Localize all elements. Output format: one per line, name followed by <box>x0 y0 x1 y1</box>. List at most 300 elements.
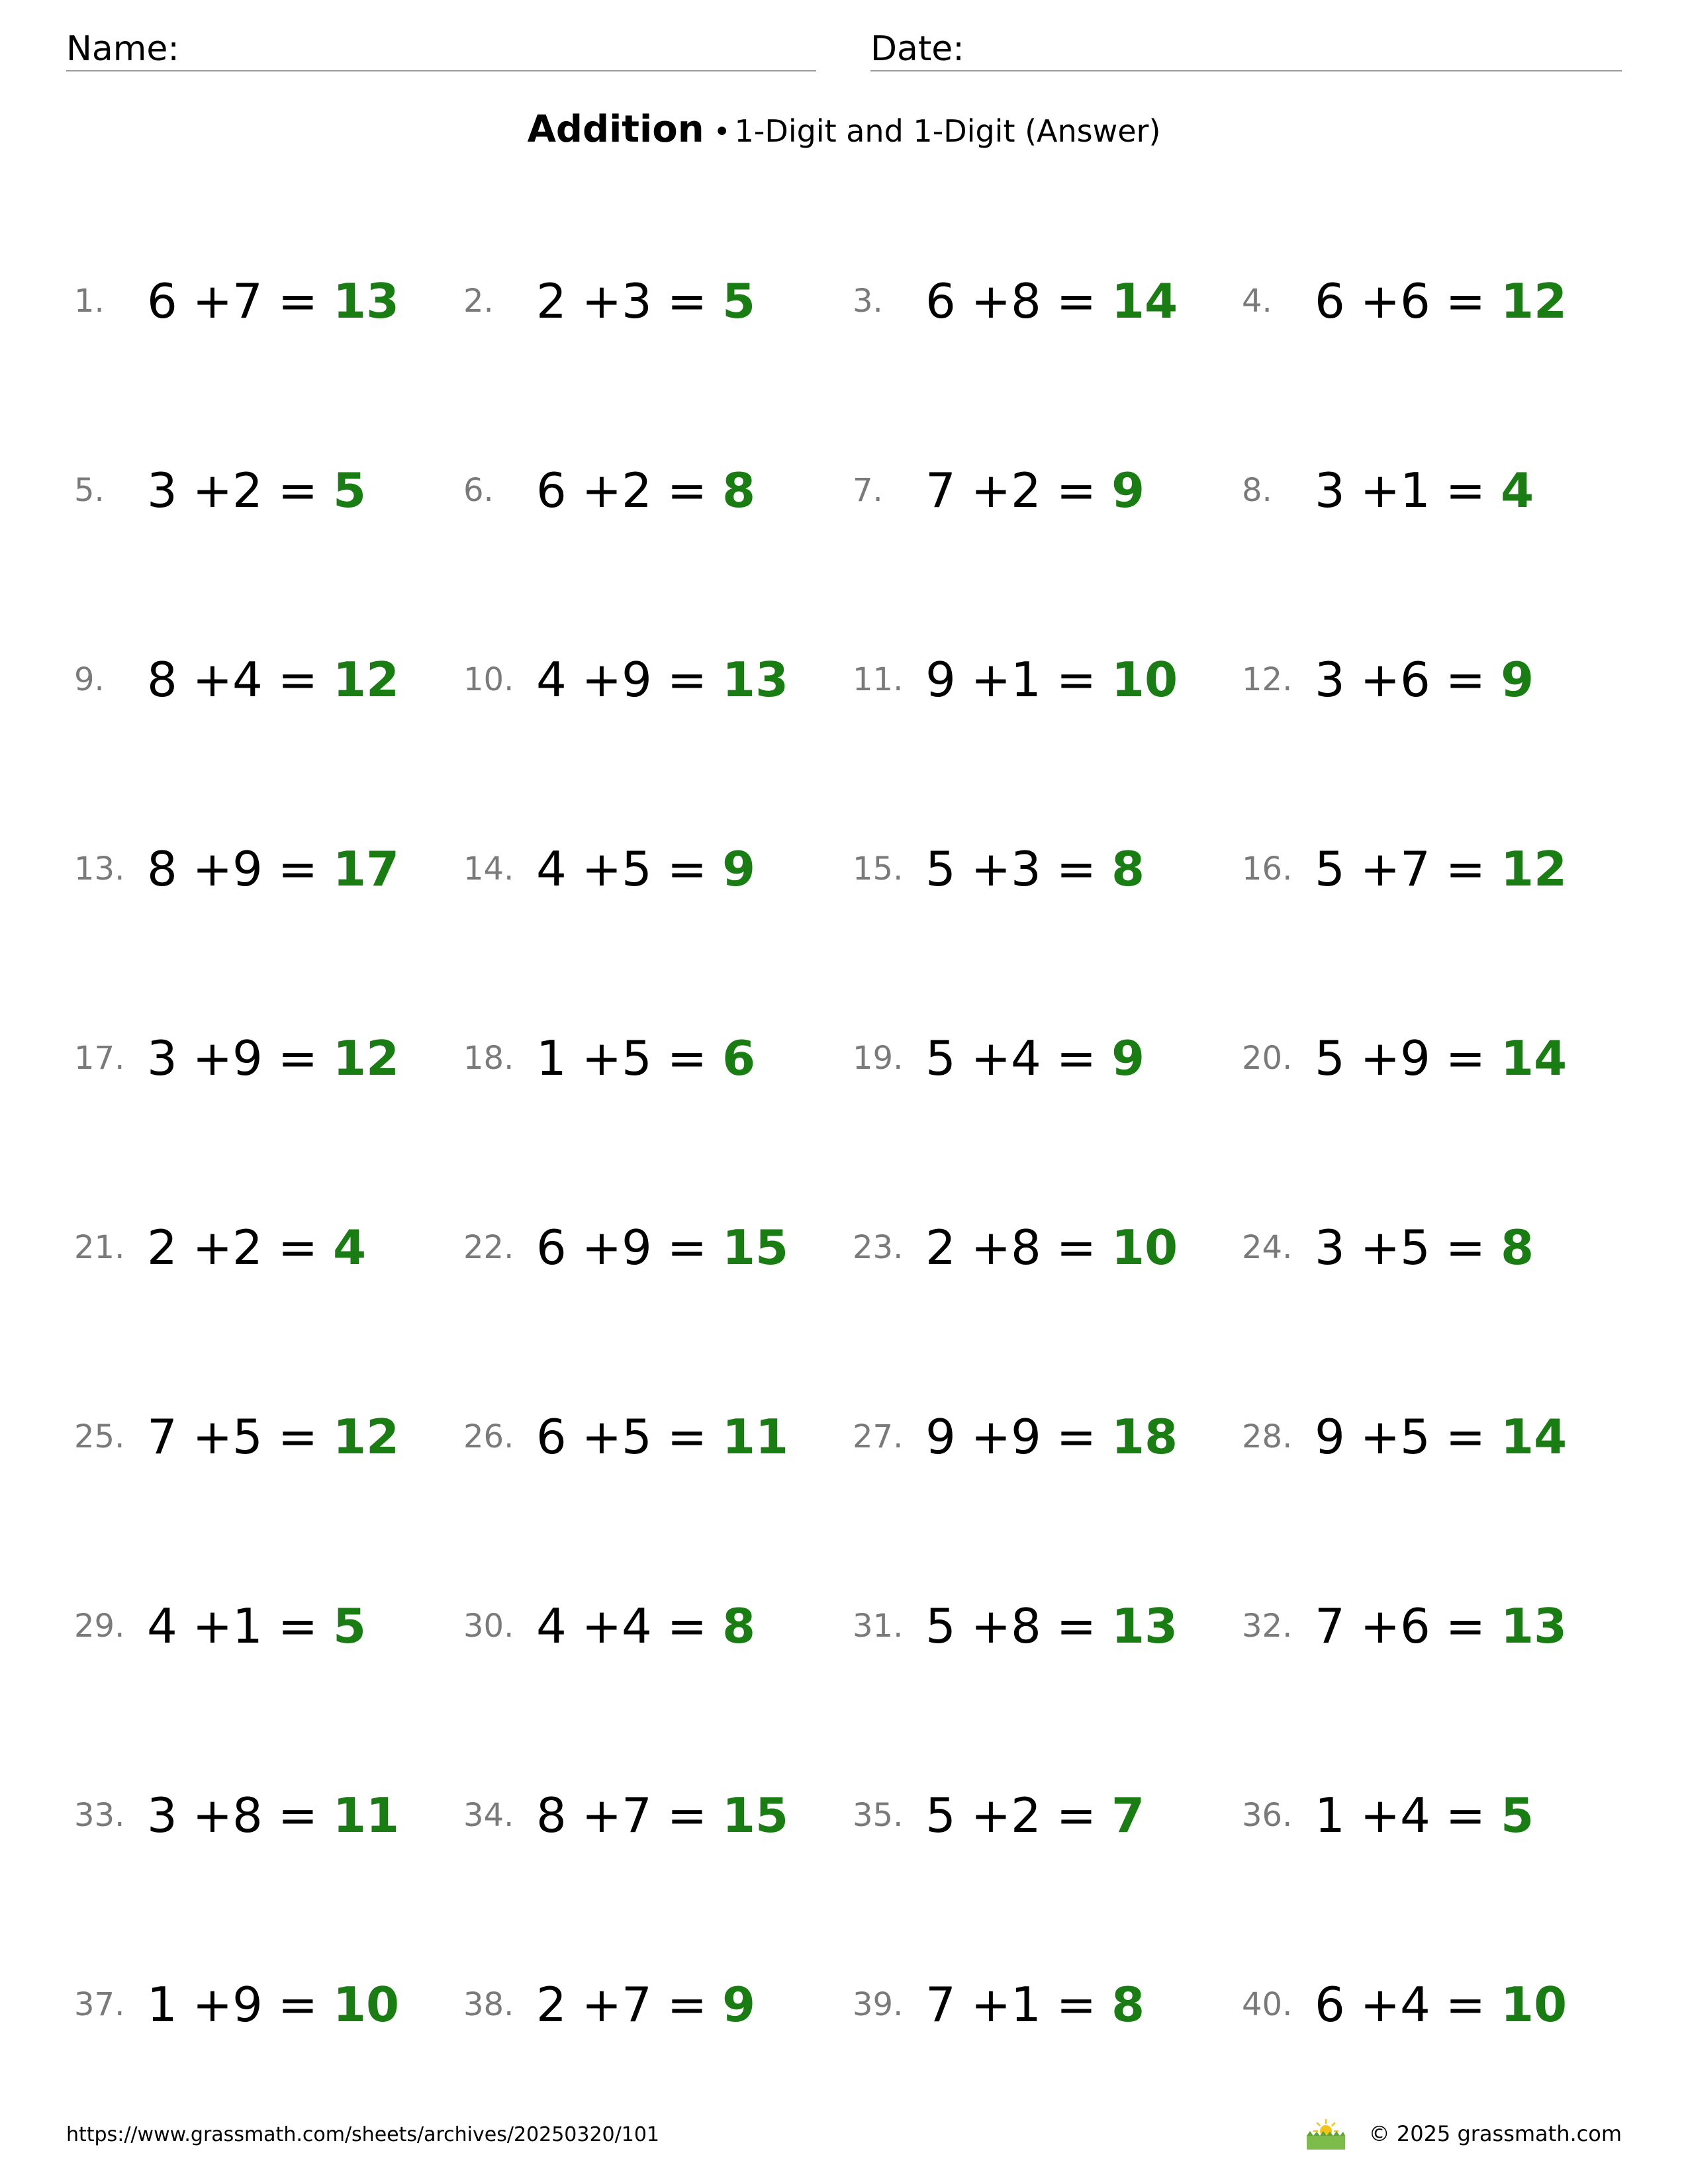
addend-a: 3 <box>1315 1220 1345 1275</box>
addend-a: 6 <box>536 1409 567 1465</box>
equals-sign: = <box>651 1788 722 1843</box>
addend-a: 3 <box>1315 652 1345 707</box>
answer: 13 <box>1111 1598 1178 1654</box>
equals-sign: = <box>651 1409 722 1465</box>
addend-b: 5 <box>622 841 652 897</box>
title-separator: • <box>713 115 731 149</box>
answer: 15 <box>722 1788 789 1843</box>
answer: 10 <box>1500 1977 1568 2032</box>
plus-sign: + <box>177 273 233 329</box>
problem-number: 11. <box>853 661 904 698</box>
problem-number: 15. <box>853 850 904 887</box>
problem-item <box>853 796 1242 985</box>
addend-a: 5 <box>1315 1030 1345 1086</box>
problem-number: 23. <box>853 1229 904 1266</box>
answer: 10 <box>1111 652 1178 707</box>
problem-item <box>74 1742 463 1931</box>
addend-b: 7 <box>622 1788 652 1843</box>
problem-item <box>853 1931 1242 2120</box>
addend-a: 3 <box>147 1030 177 1086</box>
problem-number: 8. <box>1242 472 1272 509</box>
plus-sign: + <box>177 463 233 518</box>
problem-expression <box>1315 461 1534 520</box>
plus-sign: + <box>955 273 1011 329</box>
plus-sign: + <box>955 1030 1011 1086</box>
equals-sign: = <box>262 1409 333 1465</box>
equals-sign: = <box>1430 1598 1501 1654</box>
addend-a: 3 <box>1315 463 1345 518</box>
problem-expression <box>1315 1218 1534 1277</box>
problem-expression <box>147 1975 399 2034</box>
plus-sign: + <box>955 652 1011 707</box>
answer: 8 <box>1111 841 1145 897</box>
problem-number: 13. <box>74 850 125 887</box>
equals-sign: = <box>1430 1788 1501 1843</box>
problem-number: 31. <box>853 1608 904 1645</box>
problem-expression <box>925 461 1145 520</box>
problem-expression <box>925 839 1145 899</box>
problem-number: 18. <box>463 1040 514 1077</box>
addend-a: 7 <box>925 463 956 518</box>
equals-sign: = <box>651 1977 722 2032</box>
addend-b: 1 <box>1011 1977 1041 2032</box>
addend-a: 6 <box>536 463 567 518</box>
problem-number: 3. <box>853 283 883 320</box>
addend-b: 9 <box>232 1030 263 1086</box>
equals-sign: = <box>1041 1598 1111 1654</box>
problem-expression <box>536 1786 788 1845</box>
answer: 15 <box>722 1220 789 1275</box>
answer: 14 <box>1500 1409 1568 1465</box>
plus-sign: + <box>955 1788 1011 1843</box>
plus-sign: + <box>1344 1788 1401 1843</box>
problem-item <box>74 796 463 985</box>
addend-b: 7 <box>232 273 263 329</box>
problem-number: 29. <box>74 1608 125 1645</box>
problem-expression <box>925 1218 1178 1277</box>
problem-item <box>853 1174 1242 1363</box>
problem-number: 40. <box>1242 1986 1293 2023</box>
problem-item <box>74 606 463 796</box>
problem-expression <box>536 650 788 709</box>
addend-b: 2 <box>232 1220 263 1275</box>
problem-expression <box>536 271 755 331</box>
footer-url[interactable]: https://www.grassmath.com/sheets/archives/20250320/101 <box>66 2123 660 2146</box>
addend-b: 8 <box>1011 1598 1041 1654</box>
answer: 12 <box>1500 841 1568 897</box>
answer: 10 <box>332 1977 400 2032</box>
addend-a: 6 <box>147 273 177 329</box>
answer: 8 <box>722 1598 756 1654</box>
answer: 9 <box>1111 1030 1145 1086</box>
addend-a: 2 <box>147 1220 177 1275</box>
problem-expression <box>1315 1596 1567 1656</box>
sun-over-grass-icon <box>1304 2118 1348 2150</box>
plus-sign: + <box>177 841 233 897</box>
addend-b: 6 <box>1400 273 1430 329</box>
addend-a: 2 <box>536 1977 567 2032</box>
addend-b: 8 <box>232 1788 263 1843</box>
problem-number: 37. <box>74 1986 125 2023</box>
equals-sign: = <box>262 273 333 329</box>
footer-copyright: © 2025 grassmath.com <box>1368 2121 1622 2146</box>
problem-item <box>74 1553 463 1742</box>
answer: 12 <box>332 652 400 707</box>
plus-sign: + <box>1344 1598 1401 1654</box>
addend-b: 9 <box>232 841 263 897</box>
problem-expression <box>1315 650 1534 709</box>
problem-item <box>74 228 463 417</box>
addend-b: 4 <box>1011 1030 1041 1086</box>
addend-b: 5 <box>1400 1409 1430 1465</box>
problem-expression <box>147 1218 366 1277</box>
answer: 14 <box>1500 1030 1568 1086</box>
problem-number: 39. <box>853 1986 904 2023</box>
problem-item <box>74 1931 463 2120</box>
problem-item <box>853 1363 1242 1553</box>
addend-a: 5 <box>925 1598 956 1654</box>
problem-expression <box>1315 839 1567 899</box>
plus-sign: + <box>1344 652 1401 707</box>
addend-a: 6 <box>1315 1977 1345 2032</box>
equals-sign: = <box>1430 1030 1501 1086</box>
problem-item <box>853 985 1242 1174</box>
equals-sign: = <box>1430 1220 1501 1275</box>
plus-sign: + <box>177 1598 233 1654</box>
problem-expression <box>536 461 755 520</box>
problem-item <box>463 1363 853 1553</box>
plus-sign: + <box>177 1220 233 1275</box>
title-main: Addition <box>527 108 704 151</box>
plus-sign: + <box>1344 273 1401 329</box>
addend-a: 7 <box>1315 1598 1345 1654</box>
answer: 5 <box>722 273 756 329</box>
problem-expression <box>147 1028 399 1088</box>
answer: 6 <box>722 1030 756 1086</box>
problem-expression <box>147 839 399 899</box>
addend-b: 4 <box>1400 1977 1430 2032</box>
addend-b: 7 <box>1400 841 1430 897</box>
equals-sign: = <box>1041 1409 1111 1465</box>
problem-expression <box>536 1975 755 2034</box>
problem-expression <box>147 271 399 331</box>
equals-sign: = <box>262 652 333 707</box>
plus-sign: + <box>566 1030 622 1086</box>
plus-sign: + <box>566 1409 622 1465</box>
date-label: Date: <box>870 29 964 69</box>
addend-b: 7 <box>622 1977 652 2032</box>
problem-number: 16. <box>1242 850 1293 887</box>
problem-item <box>1242 228 1631 417</box>
problem-number: 22. <box>463 1229 514 1266</box>
name-field[interactable] <box>66 24 816 71</box>
addend-b: 9 <box>622 1220 652 1275</box>
problem-item <box>1242 1363 1631 1553</box>
plus-sign: + <box>566 1788 622 1843</box>
problem-item <box>74 1363 463 1553</box>
equals-sign: = <box>1041 1220 1111 1275</box>
problem-number: 26. <box>463 1418 514 1455</box>
problem-number: 33. <box>74 1797 125 1834</box>
problem-item <box>1242 1174 1631 1363</box>
problem-item <box>1242 796 1631 985</box>
addend-b: 5 <box>622 1030 652 1086</box>
addend-b: 4 <box>1400 1788 1430 1843</box>
addend-a: 5 <box>925 1788 956 1843</box>
addend-a: 2 <box>536 273 567 329</box>
problem-expression <box>925 1028 1145 1088</box>
answer: 11 <box>332 1788 400 1843</box>
problem-number: 5. <box>74 472 105 509</box>
addend-a: 4 <box>536 1598 567 1654</box>
addend-b: 2 <box>1011 1788 1041 1843</box>
answer: 13 <box>722 652 789 707</box>
problem-expression <box>147 461 366 520</box>
problem-number: 12. <box>1242 661 1293 698</box>
plus-sign: + <box>955 841 1011 897</box>
equals-sign: = <box>1430 652 1501 707</box>
addend-b: 8 <box>1011 1220 1041 1275</box>
problem-expression <box>1315 1975 1567 2034</box>
problem-expression <box>1315 1407 1567 1467</box>
equals-sign: = <box>262 1220 333 1275</box>
addend-b: 4 <box>232 652 263 707</box>
problem-item <box>1242 606 1631 796</box>
plus-sign: + <box>955 1409 1011 1465</box>
plus-sign: + <box>566 1220 622 1275</box>
problem-item <box>853 606 1242 796</box>
addend-a: 4 <box>147 1598 177 1654</box>
name-label: Name: <box>66 29 179 69</box>
addend-a: 2 <box>925 1220 956 1275</box>
addend-b: 6 <box>1400 652 1430 707</box>
answer: 8 <box>1111 1977 1145 2032</box>
plus-sign: + <box>1344 1030 1401 1086</box>
addend-b: 3 <box>1011 841 1041 897</box>
addend-b: 2 <box>232 463 263 518</box>
problem-expression <box>925 650 1178 709</box>
equals-sign: = <box>651 273 722 329</box>
equals-sign: = <box>262 1598 333 1654</box>
equals-sign: = <box>1430 463 1501 518</box>
addend-a: 9 <box>925 652 956 707</box>
addend-a: 3 <box>147 463 177 518</box>
addend-b: 5 <box>1400 1220 1430 1275</box>
addend-b: 2 <box>1011 463 1041 518</box>
problem-number: 30. <box>463 1608 514 1645</box>
addend-a: 1 <box>536 1030 567 1086</box>
answer: 12 <box>332 1409 400 1465</box>
equals-sign: = <box>1041 841 1111 897</box>
equals-sign: = <box>651 1598 722 1654</box>
addend-b: 5 <box>232 1409 263 1465</box>
equals-sign: = <box>262 1977 333 2032</box>
problem-item <box>463 1553 853 1742</box>
answer: 18 <box>1111 1409 1178 1465</box>
addend-b: 1 <box>1011 652 1041 707</box>
addend-a: 8 <box>147 652 177 707</box>
plus-sign: + <box>566 652 622 707</box>
problem-number: 20. <box>1242 1040 1293 1077</box>
plus-sign: + <box>566 273 622 329</box>
answer: 5 <box>332 463 367 518</box>
addend-b: 2 <box>622 463 652 518</box>
equals-sign: = <box>651 463 722 518</box>
problem-item <box>463 1742 853 1931</box>
problem-item <box>463 1931 853 2120</box>
plus-sign: + <box>177 1409 233 1465</box>
addend-b: 8 <box>1011 273 1041 329</box>
problem-number: 36. <box>1242 1797 1293 1834</box>
problem-number: 25. <box>74 1418 125 1455</box>
problem-expression <box>925 1786 1145 1845</box>
problem-number: 6. <box>463 472 494 509</box>
answer: 5 <box>332 1598 367 1654</box>
addend-b: 9 <box>1011 1409 1041 1465</box>
answer: 9 <box>1111 463 1145 518</box>
problem-item <box>1242 985 1631 1174</box>
plus-sign: + <box>1344 1220 1401 1275</box>
problem-number: 38. <box>463 1986 514 2023</box>
problem-item <box>853 417 1242 606</box>
equals-sign: = <box>262 1030 333 1086</box>
answer: 9 <box>1500 652 1534 707</box>
problem-item <box>853 228 1242 417</box>
problem-expression <box>925 1975 1145 2034</box>
equals-sign: = <box>262 463 333 518</box>
problem-item <box>1242 1742 1631 1931</box>
problem-expression <box>925 1407 1178 1467</box>
plus-sign: + <box>955 463 1011 518</box>
answer: 9 <box>722 841 756 897</box>
problem-item <box>853 1553 1242 1742</box>
addend-b: 4 <box>622 1598 652 1654</box>
addend-a: 8 <box>147 841 177 897</box>
problem-number: 4. <box>1242 283 1272 320</box>
problem-expression <box>147 1786 399 1845</box>
addend-b: 9 <box>622 652 652 707</box>
plus-sign: + <box>177 652 233 707</box>
plus-sign: + <box>955 1220 1011 1275</box>
problem-expression <box>536 1407 788 1467</box>
addend-b: 1 <box>232 1598 263 1654</box>
problem-number: 19. <box>853 1040 904 1077</box>
addend-a: 5 <box>925 1030 956 1086</box>
addend-a: 4 <box>536 841 567 897</box>
equals-sign: = <box>1041 1788 1111 1843</box>
problem-number: 32. <box>1242 1608 1293 1645</box>
addend-a: 6 <box>536 1220 567 1275</box>
problem-number: 34. <box>463 1797 514 1834</box>
addend-b: 1 <box>1400 463 1430 518</box>
answer: 8 <box>1500 1220 1534 1275</box>
addend-a: 1 <box>1315 1788 1345 1843</box>
problem-expression <box>536 839 755 899</box>
plus-sign: + <box>566 1598 622 1654</box>
title-subtitle: 1-Digit and 1-Digit (Answer) <box>734 113 1161 149</box>
answer: 8 <box>722 463 756 518</box>
problem-expression <box>925 1596 1178 1656</box>
problem-number: 14. <box>463 850 514 887</box>
problem-number: 2. <box>463 283 494 320</box>
problem-number: 7. <box>853 472 883 509</box>
problem-expression <box>147 650 399 709</box>
answer: 7 <box>1111 1788 1145 1843</box>
problem-expression <box>1315 1028 1567 1088</box>
answer: 11 <box>722 1409 789 1465</box>
problem-number: 21. <box>74 1229 125 1266</box>
equals-sign: = <box>651 652 722 707</box>
problem-item <box>1242 1553 1631 1742</box>
answer: 13 <box>332 273 400 329</box>
problem-item <box>74 985 463 1174</box>
plus-sign: + <box>177 1788 233 1843</box>
problem-expression <box>536 1596 755 1656</box>
worksheet-title <box>0 106 1688 162</box>
equals-sign: = <box>1430 273 1501 329</box>
problem-item <box>463 228 853 417</box>
equals-sign: = <box>651 841 722 897</box>
addend-a: 7 <box>925 1977 956 2032</box>
addend-a: 7 <box>147 1409 177 1465</box>
problem-number: 27. <box>853 1418 904 1455</box>
equals-sign: = <box>1041 1977 1111 2032</box>
problem-item <box>74 1174 463 1363</box>
plus-sign: + <box>177 1030 233 1086</box>
addend-b: 5 <box>622 1409 652 1465</box>
plus-sign: + <box>566 463 622 518</box>
plus-sign: + <box>955 1598 1011 1654</box>
addend-b: 9 <box>1400 1030 1430 1086</box>
answer: 5 <box>1500 1788 1534 1843</box>
addend-a: 8 <box>536 1788 567 1843</box>
problem-expression <box>1315 1786 1534 1845</box>
answer: 10 <box>1111 1220 1178 1275</box>
equals-sign: = <box>1041 463 1111 518</box>
addend-a: 6 <box>1315 273 1345 329</box>
plus-sign: + <box>1344 1409 1401 1465</box>
date-field[interactable] <box>870 24 1622 71</box>
plus-sign: + <box>1344 841 1401 897</box>
answer: 9 <box>722 1977 756 2032</box>
plus-sign: + <box>566 1977 622 2032</box>
problem-number: 35. <box>853 1797 904 1834</box>
footer-branding <box>1304 2118 1622 2150</box>
problem-item <box>463 417 853 606</box>
addend-a: 3 <box>147 1788 177 1843</box>
problem-item <box>74 417 463 606</box>
equals-sign: = <box>262 1788 333 1843</box>
problem-expression <box>536 1218 788 1277</box>
answer: 14 <box>1111 273 1178 329</box>
problem-expression <box>147 1596 366 1656</box>
problem-item <box>463 796 853 985</box>
plus-sign: + <box>1344 1977 1401 2032</box>
addend-a: 5 <box>925 841 956 897</box>
answer: 12 <box>1500 273 1568 329</box>
addend-b: 9 <box>232 1977 263 2032</box>
answer: 12 <box>332 1030 400 1086</box>
addend-b: 6 <box>1400 1598 1430 1654</box>
equals-sign: = <box>1041 652 1111 707</box>
addend-a: 9 <box>925 1409 956 1465</box>
problem-number: 24. <box>1242 1229 1293 1266</box>
problem-expression <box>536 1028 755 1088</box>
problem-number: 28. <box>1242 1418 1293 1455</box>
problem-expression <box>147 1407 399 1467</box>
plus-sign: + <box>1344 463 1401 518</box>
answer: 4 <box>1500 463 1534 518</box>
